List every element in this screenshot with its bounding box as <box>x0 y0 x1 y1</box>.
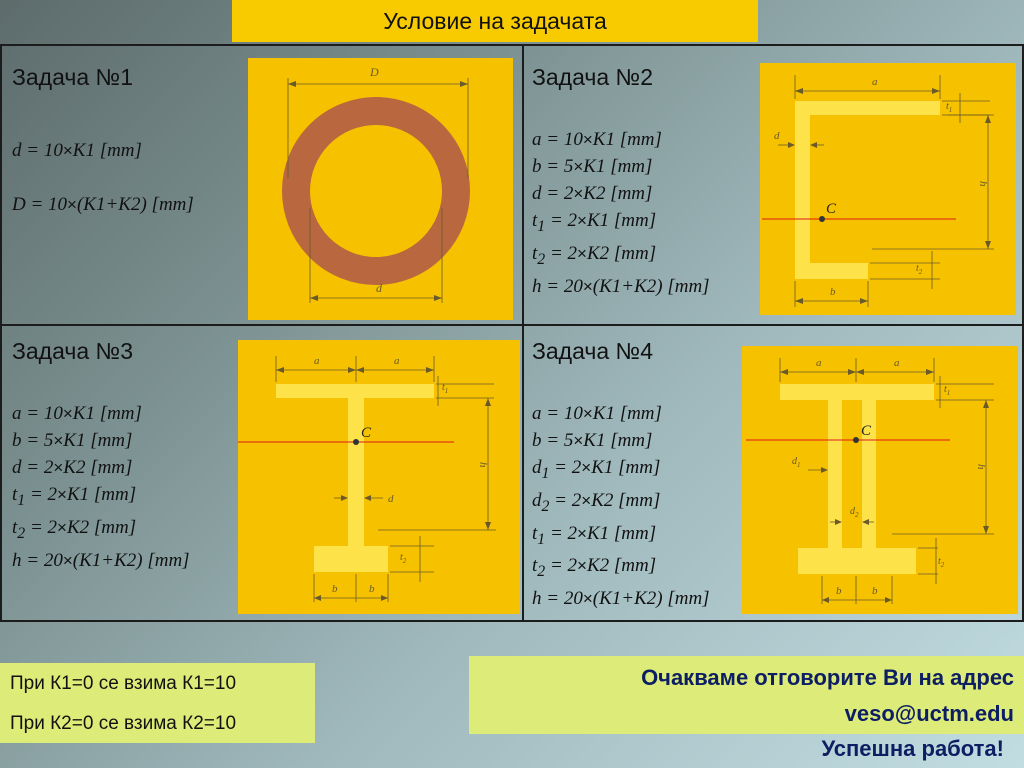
label-t2: $t_2$ <box>916 263 923 276</box>
label-t1: $t_1$ <box>944 384 951 397</box>
param-line: b = 5×K1 [mm] <box>532 156 653 177</box>
param-line: d = 10×K1 [mm] <box>12 140 142 161</box>
k1-note: При К1=0 се взима К1=10 <box>10 673 237 694</box>
label-d: d <box>376 281 382 295</box>
label-d1: $d_1$ <box>792 456 801 469</box>
param-line: h = 20×(K1+K2) [mm] <box>532 588 710 610</box>
k-note-box <box>0 663 315 743</box>
param-line: a = 10×K1 [mm] <box>532 403 662 424</box>
k2-note: При К2=0 се взима К2=10 <box>10 713 237 734</box>
label-t1: $t_1$ <box>946 101 953 114</box>
param-line: h = 20×(K1+K2) [mm] <box>12 549 190 571</box>
label-a: a <box>816 357 822 369</box>
channel-section-figure <box>760 63 1016 320</box>
label-t2: $t_2$ <box>938 556 945 569</box>
task-2-cell <box>524 46 1022 324</box>
task-2-title: Задача №2 <box>532 64 654 90</box>
task-3-cell <box>2 326 522 620</box>
slide-title-box <box>232 0 758 42</box>
param-line: $t_2 = 2\times K2$ [mm] <box>12 516 137 542</box>
label-a: a <box>314 355 320 367</box>
task-grid <box>0 44 1024 622</box>
label-h: h <box>975 464 987 470</box>
param-line: d = 2×K2 [mm] <box>532 183 653 204</box>
double-web-section-figure <box>742 346 1018 619</box>
t-section-figure <box>238 340 520 619</box>
task-2-params <box>532 126 710 300</box>
label-C: C <box>826 201 837 217</box>
label-a: a <box>872 76 878 88</box>
param-line: $d_2 = 2\times K2$ [mm] <box>532 489 661 515</box>
param-line: $t_1 = 2\times K1$ [mm] <box>12 484 137 509</box>
task-1-cell <box>2 46 522 324</box>
answer-text: Очакваме отговорите Ви на адрес <box>641 665 1014 690</box>
label-d: d <box>774 130 780 142</box>
param-line: $t_1 = 2\times K1$ [mm] <box>532 522 657 548</box>
label-C: C <box>861 423 872 439</box>
param-line: h = 20×(K1+K2) [mm] <box>532 275 710 297</box>
param-line: a = 10×K1 [mm] <box>532 129 662 150</box>
param-line: b = 5×K1 [mm] <box>12 430 133 451</box>
good-luck-text: Успешна работа! <box>821 736 1004 761</box>
label-C: C <box>361 425 372 441</box>
label-b: b <box>836 585 842 597</box>
label-h: h <box>477 462 489 468</box>
label-a: a <box>894 357 900 369</box>
param-line: $t_2 = 2\times K2$ [mm] <box>532 555 657 581</box>
task-4-cell <box>524 326 1022 620</box>
email-link[interactable]: veso@uctm.edu <box>844 701 1014 726</box>
label-b: b <box>332 583 338 595</box>
label-b: b <box>369 583 375 595</box>
label-h: h <box>977 181 989 187</box>
param-line: d = 2×K2 [mm] <box>12 457 133 478</box>
task-1-title: Задача №1 <box>12 64 134 90</box>
task-4-title: Задача №4 <box>532 338 654 364</box>
task-4-params <box>532 400 710 612</box>
param-line: a = 10×K1 [mm] <box>12 403 142 424</box>
label-d2: $d_2$ <box>850 506 859 519</box>
param-line: $t_2 = 2\times K2$ [mm] <box>532 242 657 268</box>
task-3-title: Задача №3 <box>12 338 134 364</box>
label-a: a <box>394 355 400 367</box>
label-t1: $t_1$ <box>442 382 449 395</box>
param-line: D = 10×(K1+K2) [mm] <box>12 194 194 215</box>
label-b: b <box>872 585 878 597</box>
label-d: d <box>388 493 394 505</box>
ring-section-figure <box>248 58 513 325</box>
task-1-params <box>12 124 194 232</box>
slide-title: Условие на задачата <box>383 7 607 34</box>
answer-box <box>469 656 1024 734</box>
label-b: b <box>830 286 836 298</box>
label-t2: $t_2$ <box>400 552 407 565</box>
task-3-params <box>12 400 190 574</box>
param-line: $d_1 = 2\times K1$ [mm] <box>532 457 661 482</box>
param-line: $t_1 = 2\times K1$ [mm] <box>532 210 657 235</box>
label-D: D <box>370 65 379 79</box>
param-line: b = 5×K1 [mm] <box>532 430 653 451</box>
